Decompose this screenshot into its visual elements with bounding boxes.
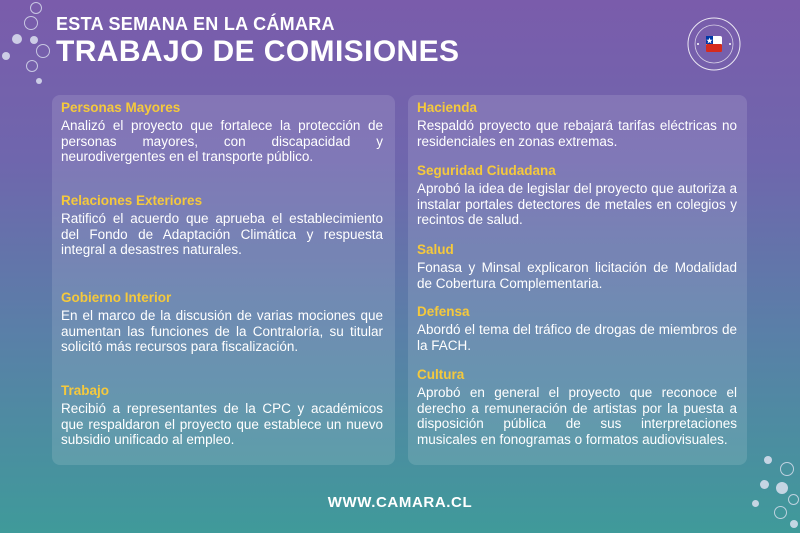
committee-summary: Fonasa y Minsal explicaron licitación de Modalidad de Cobertura Complementaria. xyxy=(417,260,737,291)
decorative-dot xyxy=(30,36,38,44)
website-link[interactable]: WWW.CAMARA.CL xyxy=(327,494,473,511)
committee-summary: Abordó el tema del tráfico de drogas de miembros de la FACH. xyxy=(417,322,737,353)
committee-summary: Aprobó la idea de legislar del proyecto que autoriza a instalar portales detectores de metales en colegios y recintos de salud. xyxy=(417,181,737,227)
committee-heading: Cultura xyxy=(417,367,465,382)
decorative-dot xyxy=(24,16,38,30)
decorative-dot xyxy=(790,520,798,528)
committee-summary: Analizó el proyecto que fortalece la protección de personas mayores, con discapacidad y neurodivergentes en el transporte público. xyxy=(61,118,383,164)
committee-heading: Relaciones Exteriores xyxy=(61,193,203,208)
committee-section xyxy=(61,99,383,165)
committee-summary: Respaldó proyecto que rebajará tarifas eléctricas no residenciales en zonas extremas. xyxy=(417,118,737,149)
committee-heading: Gobierno Interior xyxy=(61,290,172,305)
committee-section xyxy=(61,192,383,258)
committee-heading: Seguridad Ciudadana xyxy=(417,163,556,178)
decorative-dot xyxy=(30,2,42,14)
page-title: TRABAJO DE COMISIONES xyxy=(56,35,460,68)
decorative-dot xyxy=(764,456,772,464)
committee-heading: Trabajo xyxy=(61,383,110,398)
committee-section xyxy=(417,366,737,447)
decorative-dot xyxy=(2,52,10,60)
decorative-dot xyxy=(36,78,42,84)
header xyxy=(56,14,459,69)
committee-section xyxy=(61,289,383,355)
committee-section xyxy=(417,303,737,353)
decorative-dot xyxy=(26,60,38,72)
decorative-dot xyxy=(780,462,794,476)
decorative-dot xyxy=(36,44,50,58)
committee-section xyxy=(61,382,383,448)
seal-icon xyxy=(686,16,742,72)
committee-summary: Recibió a representantes de la CPC y académicos que respaldaron el proyecto que establece un nuevo subsidio unificado al empleo. xyxy=(61,401,383,447)
committee-summary: Ratificó el acuerdo que aprueba el establecimiento del Fondo de Adaptación Climática y respuesta integral a desastres naturales. xyxy=(61,211,383,257)
committee-summary: Aprobó en general el proyecto que reconoce el derecho a remuneración de artistas por la puesta a disposición pública de sus interpretaciones musicales en fonogramas o formatos audiovisuales. xyxy=(417,385,737,447)
committee-section xyxy=(417,162,737,228)
committee-heading: Hacienda xyxy=(417,100,478,115)
page-supertitle: ESTA SEMANA EN LA CÁMARA xyxy=(56,14,335,34)
committee-heading: Personas Mayores xyxy=(61,100,181,115)
decorative-dot xyxy=(12,34,22,44)
committee-summary: En el marco de la discusión de varias mociones que aumentan las funciones de la Contraloría, su titular solicitó más recursos para fiscalización. xyxy=(61,308,383,354)
committee-heading: Salud xyxy=(417,242,454,257)
chamber-seal-logo xyxy=(686,16,742,72)
decorative-dot xyxy=(776,482,788,494)
committee-heading: Defensa xyxy=(417,304,470,319)
committee-section xyxy=(417,241,737,291)
committee-section xyxy=(417,99,737,149)
decorative-dot xyxy=(760,480,769,489)
